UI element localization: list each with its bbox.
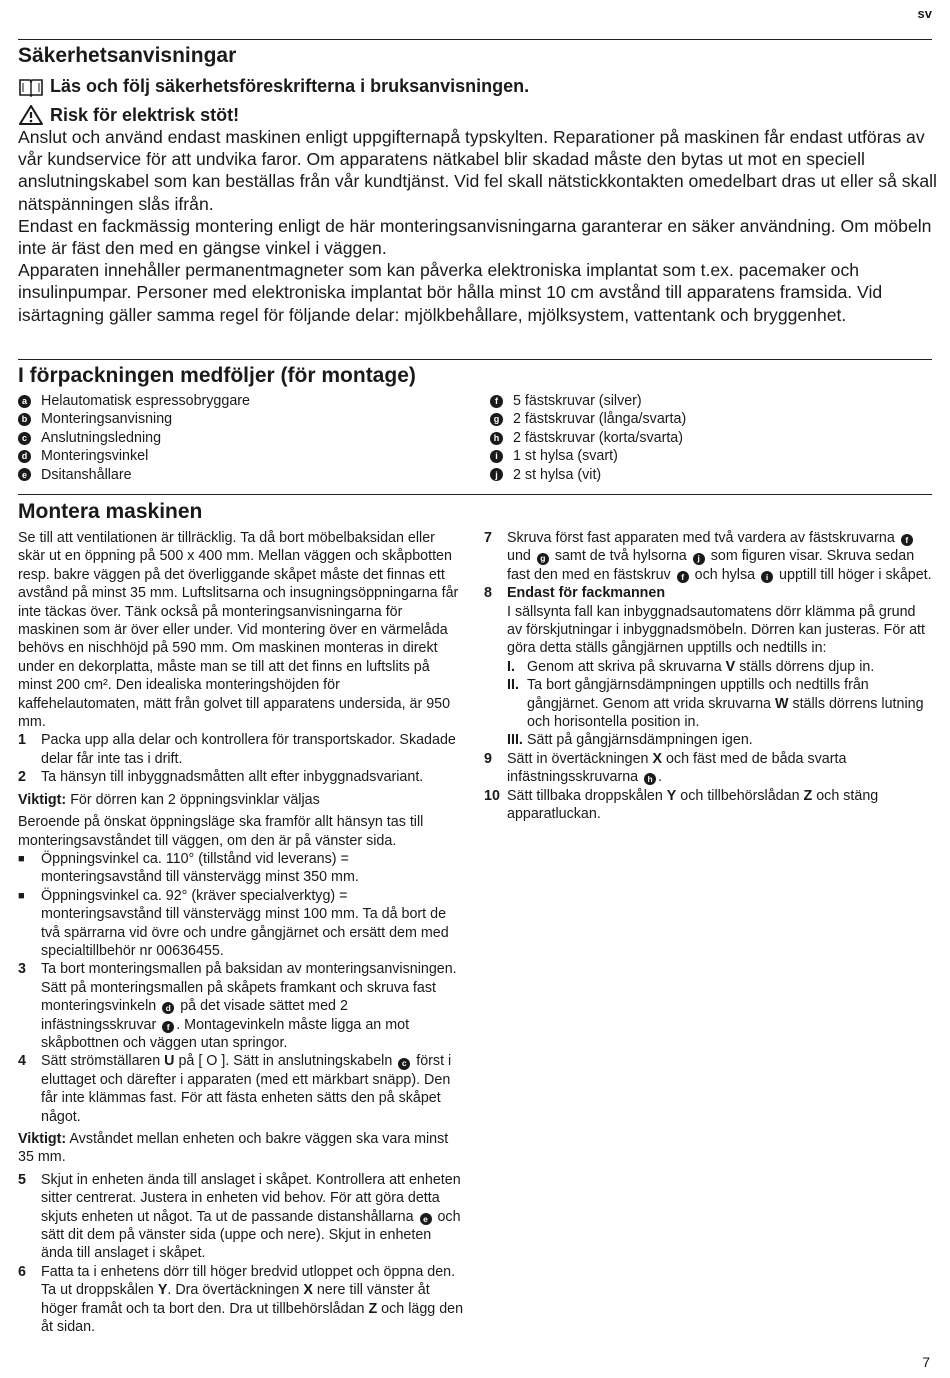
package-item-text: 2 fästskruvar (långa/svarta) [513,411,687,428]
step-7 [484,529,934,584]
sub-step-2: II. Ta bort gångjärnsdämpningen upptills och nedtills från gångjärnet. Genom att vrida skruvarna W ställs dörrens lutning och horisontella position in. [507,677,924,731]
package-title: I förpackningen medföljer (för montage) [18,364,416,387]
important-note-2 [18,1130,464,1167]
step-text: Sätt in övertäckningen X och fäst med de båda svarta infästningsskruvarna h . [507,750,847,786]
bullet-icon: ■ [18,889,25,902]
step-text: Fatta ta i enhetens dörr till höger bredvid utloppet och öppna den. Ta ut droppskålen Y. Dra övertäckningen X nere till vänster åt höger framåt och ta bort den. Dra ut tillbehörslådan Z och lägg den åt sidan. [41,1263,464,1336]
mount-rule [18,494,932,495]
list-item [490,447,686,465]
list-item [18,429,250,447]
step-8 [484,584,934,750]
sub-step-3: III. Sätt på gångjärnsdämpningen igen. [507,732,753,749]
bullet-item [18,850,464,887]
step-text: Ta bort monteringsmallen på baksidan av monteringsanvisningen. Sätt på monteringsmallen på skåpets framkant och skruva fast monteringsvinkeln d på det visade sättet med 2 infästningsskruvar f . Montagevinkeln måste ligga an mot skåpbottnen och väggen utan springor. [41,961,457,1051]
letter-badge: d [18,450,31,463]
list-item [490,429,686,447]
step-text: Sätt tillbaka droppskålen Y och tillbehörslådan Z och stäng apparatluckan. [507,787,879,823]
package-item-text: Monteringsanvisning [41,411,173,428]
letter-badge: c [18,432,31,445]
letter-badge: h [490,432,503,445]
important-text: Avståndet mellan enheten och bakre väggen ska vara minst 35 mm. [18,1131,449,1166]
step-6 [18,1263,464,1337]
mount-intro: Se till att ventilationen är tillräcklig. Ta då bort möbelbaksidan eller skär ut en öppning på 500 x 400 mm. Mellan väggen och skåpbotten resp. bakre väggen på det överliggande skåpet måste det finnas ett avstånd på minst 35 mm. Luftslitsarna och insugningsöppningarna får inte täckas över. Tänk också på monteringsanvisningarna för maskinen som är över eller under. Vid montering över en värmelåda behövs en nischhöjd på 590 mm. Om maskinen monteras in direkt under en dekorplatta, måste man se till att det finns en luftslits på minst 200 cm². Den idealiska monteringshöjden för kaffehelautomaten, mätt från golvet till apparatens undersida, är 950 mm. [18,530,459,731]
opening-intro: Beroende på önskat öppningsläge ska framför allt hänsyn tas till monteringsavståndet till väggen, om den är på vänster sida. [18,814,424,849]
letter-badge: f [901,534,913,546]
language-code: sv [917,6,932,21]
important-label: Viktigt: [18,791,67,808]
letter-badge: i [490,450,503,463]
bullet-text: Öppningsvinkel ca. 92° (kräver specialverktyg) = monteringsavstånd till vänstervägg minst 100 mm. Ta då bort de två spärrarna vid övre och undre gångjärnet och ersätt dem med specialtillbehör nr 00636455. [41,887,449,959]
package-item-text: Anslutningsledning [41,429,162,446]
package-list-left [18,392,250,484]
letter-badge: e [420,1213,432,1225]
page-number: 7 [922,1354,930,1370]
read-instructions-line [18,76,529,97]
letter-badge: a [18,395,31,408]
step-3 [18,960,464,1052]
step-2 [18,768,464,786]
letter-badge: j [490,468,503,481]
list-item [18,447,250,465]
step-number: 7 [484,530,492,546]
mount-right-column [484,529,934,824]
package-item-text: 2 st hylsa (vit) [513,466,602,483]
safety-body [18,126,938,326]
letter-badge: g [537,553,549,565]
step-number: 10 [484,787,500,804]
letter-badge: f [162,1021,174,1033]
step-10 [484,787,934,824]
step-number: 3 [18,961,26,978]
step-text: Sätt strömställaren U på [ O ]. Sätt in anslutningskabeln c först i eluttaget och därefter i apparaten (med ett märkbart snäpp). Den får inte klämmas fast. För att fästa enheten sätts den på skåpet något. [41,1053,452,1125]
top-rule [18,39,932,40]
step-number: 1 [18,732,26,749]
bullet-text: Öppningsvinkel ca. 110° (tillstånd vid leverans) = monteringsavstånd till vänstervägg minst 350 mm. [41,850,359,886]
letter-badge: g [490,413,503,426]
safety-paragraph-1: Anslut och använd endast maskinen enligt uppgifternapå typskylten. Reparationer på maskinen får endast utföras av vår kundservice för att undvika faror. Om apparatens nätkabel blir skadad måste den bytas ut mot en speciell anslutningskabel som kan beställas från vår kundtjänst. Vid fel skall nätstickkontakten omedelbart dras ut eller så skall nätspänningen slås ifrån. [18,127,937,214]
package-rule [18,359,932,360]
list-item [490,410,686,428]
step-text: Skruva först fast apparaten med två vardera av fästskruvarna f und g samt de två hylsorna j som figuren visar. Skruva sedan fast den med en fästskruv f och hylsa i upptill till höger i skåpet. [507,530,932,583]
letter-badge: d [162,1002,174,1014]
step-number: 8 [484,585,492,602]
important-label: Viktigt: [18,1131,67,1147]
package-item-text: 2 fästskruvar (korta/svarta) [513,429,684,446]
important-note-1 [18,791,464,809]
step-heading: Endast för fackmannen [507,585,666,602]
step-number: 9 [484,750,492,767]
mount-left-column [18,529,464,1336]
package-item-text: Monteringsvinkel [41,448,149,465]
safety-paragraph-2: Endast en fackmässig montering enligt de här monteringsanvisningarna garanterar en säker användning. Om möbeln inte är fäst den med en gängse vinkel i väggen. [18,215,932,259]
step-4 [18,1052,464,1126]
safety-paragraph-3: Apparaten innehåller permanentmagneter som kan påverka elektroniska implantat som t.ex. pacemaker och insulinpumpar. Personer med elektroniska implantat bör hålla minst 10 cm avstånd till apparatens framsida. Vid isärtagning gäller samma regel för följande delar: mjölkbehållare, mjölksystem, vattentank och bryggenhet. [18,260,883,325]
book-icon [18,77,44,97]
package-list-right [490,392,686,484]
important-text: För dörren kan 2 öppningsvinklar väljas [70,791,320,808]
list-item [18,392,250,410]
safety-title: Säkerhetsanvisningar [18,44,237,67]
list-item [490,466,686,484]
warning-triangle-icon [18,104,44,126]
package-item-text: Helautomatisk espressobryggare [41,393,250,409]
letter-badge: h [644,773,656,785]
letter-badge: i [761,571,773,583]
step-5 [18,1171,464,1263]
letter-badge: e [18,468,31,481]
letter-badge: j [693,553,705,565]
step-number: 2 [18,769,26,786]
step-number: 5 [18,1171,26,1188]
step-text: Ta hänsyn till inbyggnadsmåtten allt efter inbyggnadsvariant. [41,769,424,786]
sub-step-1: I. Genom att skriva på skruvarna V ställs dörrens djup in. [507,658,875,675]
letter-badge: f [677,571,689,583]
mount-title: Montera maskinen [18,500,203,523]
list-item [490,392,686,410]
bullet-item [18,887,464,961]
letter-badge: f [490,395,503,408]
step-text: Endast för fackmannen I sällsynta fall kan inbyggnadsautomatens dörr klämma på grund av förskjutningar i inbyggnadsmöbeln. Dörren kan justeras. För att göra detta ställs gångjärnen upptills och nedtills in: I. Genom att skriva på skruvarna V ställs dörrens djup in. II. Ta bort gångjärnsdämpningen upptills och nedtills från gångjärnet. Genom att vrida skruvarna W ställs dörrens lutning och horisontella position in. III. Sätt på gångjärnsdämpningen igen. [507,584,934,750]
list-item [18,466,250,484]
letter-badge: c [398,1058,410,1070]
step-text: Skjut in enheten ända till anslaget i skåpet. Kontrollera att enheten sitter centrerat. Justera in enheten vid behov. För att göra detta skjuts enheten ut något. Ta ut de passande distanshållarna e och sätt dit dem på vänster sida (uppe och nere). Skjut in enheten ända till anslaget i skåpet. [41,1171,461,1262]
package-item-text: Dsitanshållare [41,466,132,483]
list-item [18,410,250,428]
letter-badge: b [18,413,31,426]
package-item-text: 5 fästskruvar (silver) [513,393,642,409]
risk-text: Risk för elektrisk stöt! [50,104,240,125]
bullet-icon: ■ [18,852,25,865]
step-text: Packa upp alla delar och kontrollera för transportskador. Skadade delar får inte tas i drift. [41,732,456,767]
read-instructions-text: Läs och följ säkerhetsföreskrifterna i bruksanvisningen. [50,76,530,96]
step-1 [18,731,464,768]
risk-line [18,104,239,126]
step-number: 4 [18,1053,26,1070]
step-9 [484,750,934,787]
package-item-text: 1 st hylsa (svart) [513,448,618,465]
step-number: 6 [18,1263,26,1280]
